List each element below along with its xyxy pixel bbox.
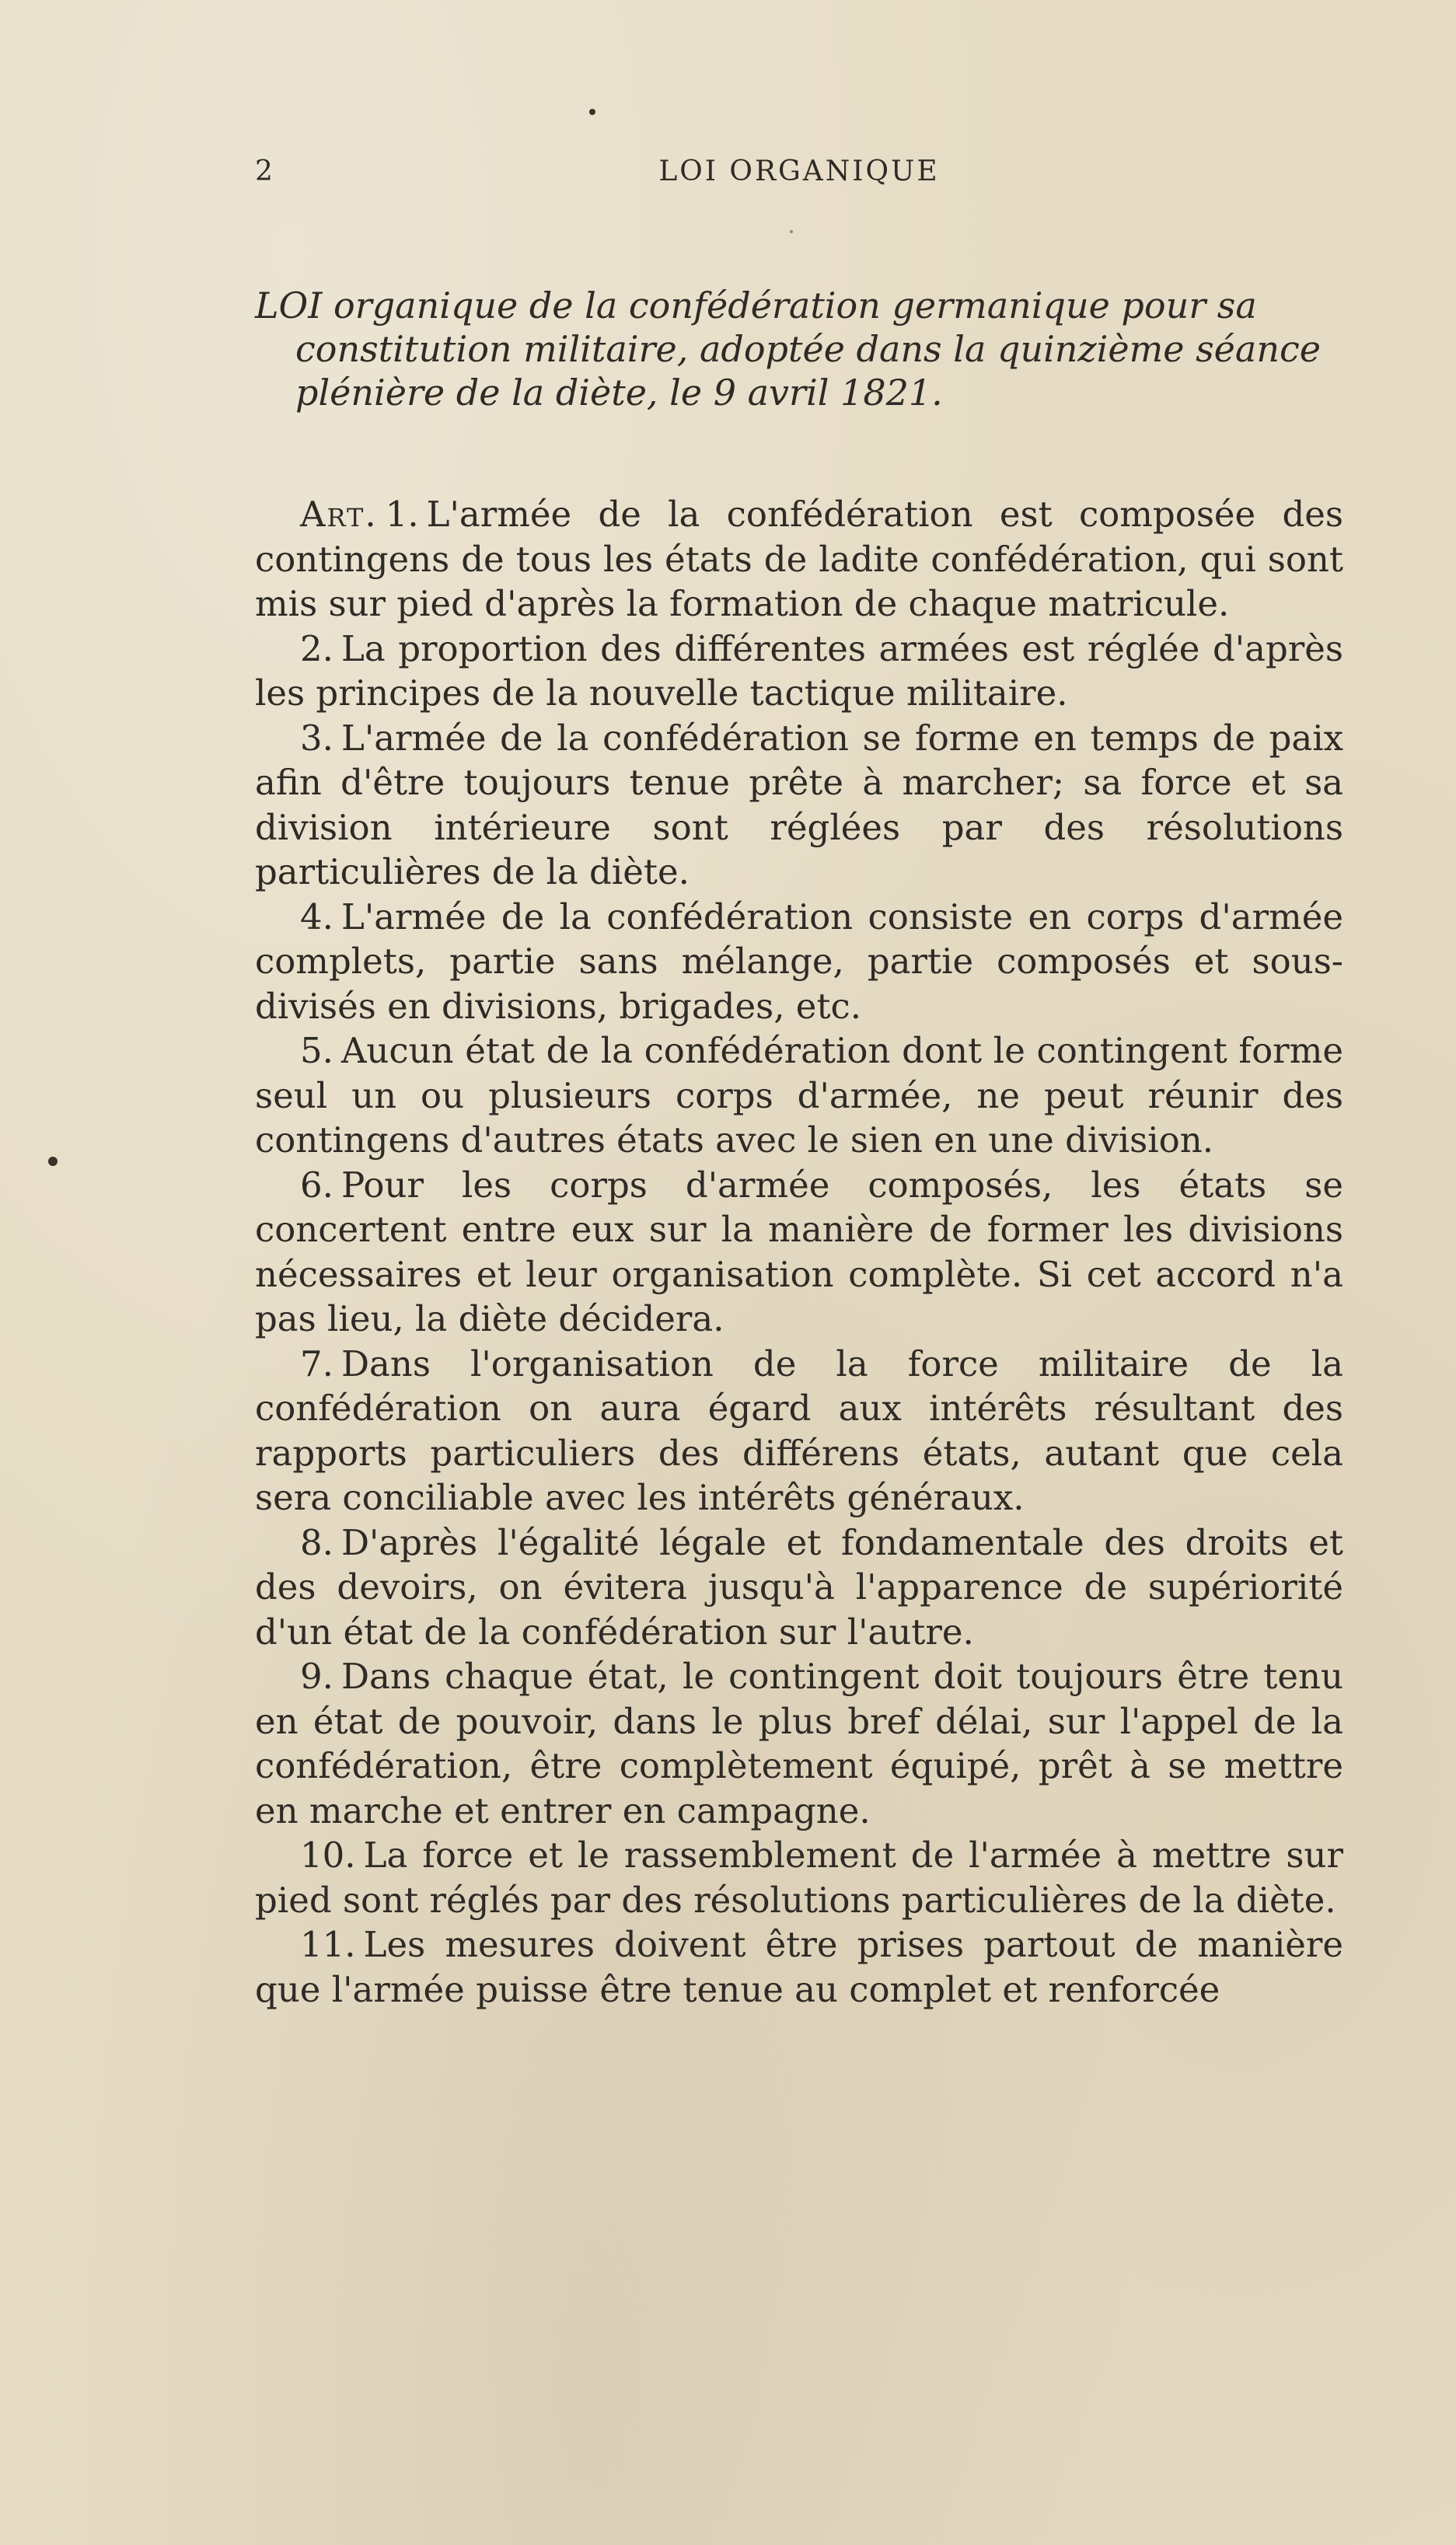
article-label: Art. [300, 494, 378, 535]
article-number: 10. [300, 1835, 356, 1876]
article-number: 7. [300, 1342, 333, 1384]
article-text: La force et le rassemblement de l'armée à mettre sur pied sont réglés par des résolutions particulières de la diète. [255, 1835, 1343, 1921]
article-number: 9. [300, 1656, 333, 1697]
article-3 [255, 716, 1343, 895]
article-6 [255, 1163, 1343, 1342]
article-4 [255, 895, 1343, 1029]
article-number: 5. [300, 1030, 333, 1071]
law-title-line: plénière de la diète, le 9 avril 1821. [295, 372, 943, 414]
article-list [255, 492, 1343, 2012]
article-2 [255, 627, 1343, 716]
article-number: 11. [300, 1924, 356, 1965]
article-text: L'armée de la confédération consiste en corps d'armée complets, partie sans mélange, partie composés et sous-divisés en divisions, brigades, etc. [255, 895, 1343, 1027]
running-head [255, 155, 1343, 202]
article-text: L'armée de la confédération se forme en temps de paix afin d'être toujours tenue prête à marcher; sa force et sa division intérieure sont réglées par des résolutions particulières de la diète. [255, 717, 1343, 892]
paper-speck [589, 109, 595, 115]
article-number: 1. [385, 494, 419, 535]
article-8 [255, 1520, 1343, 1655]
article-text: Pour les corps d'armée composés, les états se concertent entre eux sur la manière de former les divisions nécessaires et leur organisation complète. Si cet accord n'a pas lieu, la diète décidera. [255, 1164, 1343, 1339]
article-10 [255, 1833, 1343, 1922]
article-number: 2. [300, 627, 333, 669]
article-text: L'armée de la confédération est composée des contingens de tous les états de ladite confédération, qui sont mis sur pied d'après la formation de chaque matricule. [255, 494, 1343, 624]
article-number: 6. [300, 1164, 333, 1206]
article-7 [255, 1342, 1343, 1520]
law-title-line: constitution militaire, adoptée dans la quinzième séance [295, 328, 1321, 370]
article-number: 8. [300, 1521, 333, 1563]
article-number: 3. [300, 717, 333, 759]
article-9 [255, 1654, 1343, 1833]
running-title: LOI ORGANIQUE [658, 155, 940, 187]
article-text: Les mesures doivent être prises partout de manière que l'armée puisse être tenue au complet et renforcée [255, 1924, 1343, 2010]
page-number: 2 [255, 155, 274, 187]
article-text: D'après l'égalité légale et fondamentale des droits et des devoirs, on évitera jusqu'à l'apparence de supériorité d'un état de la confédération sur l'autre. [255, 1521, 1343, 1653]
article-text: La proportion des différentes armées est réglée d'après les principes de la nouvelle tactique militaire. [255, 627, 1343, 714]
article-11 [255, 1922, 1343, 2012]
article-1 [255, 492, 1343, 627]
book-page [255, 155, 1343, 2410]
paper-speck [48, 1157, 58, 1166]
article-5 [255, 1028, 1343, 1163]
article-text: Dans chaque état, le contingent doit toujours être tenu en état de pouvoir, dans le plus bref délai, sur l'appel de la confédération, être complètement équipé, prêt à se mettre en marche et entrer en campagne. [255, 1656, 1343, 1831]
law-title [255, 284, 1343, 414]
law-title-line: LOI organique de la confédération germanique pour sa [255, 285, 1257, 326]
article-number: 4. [300, 895, 333, 937]
article-text: Aucun état de la confédération dont le contingent forme seul un ou plusieurs corps d'armée, ne peut réunir des contingens d'autres états avec le sien en une division. [255, 1030, 1343, 1161]
article-text: Dans l'organisation de la force militaire de la confédération on aura égard aux intérêts résultant des rapports particuliers des différens états, autant que cela sera conciliable avec les intérêts généraux. [255, 1342, 1343, 1518]
